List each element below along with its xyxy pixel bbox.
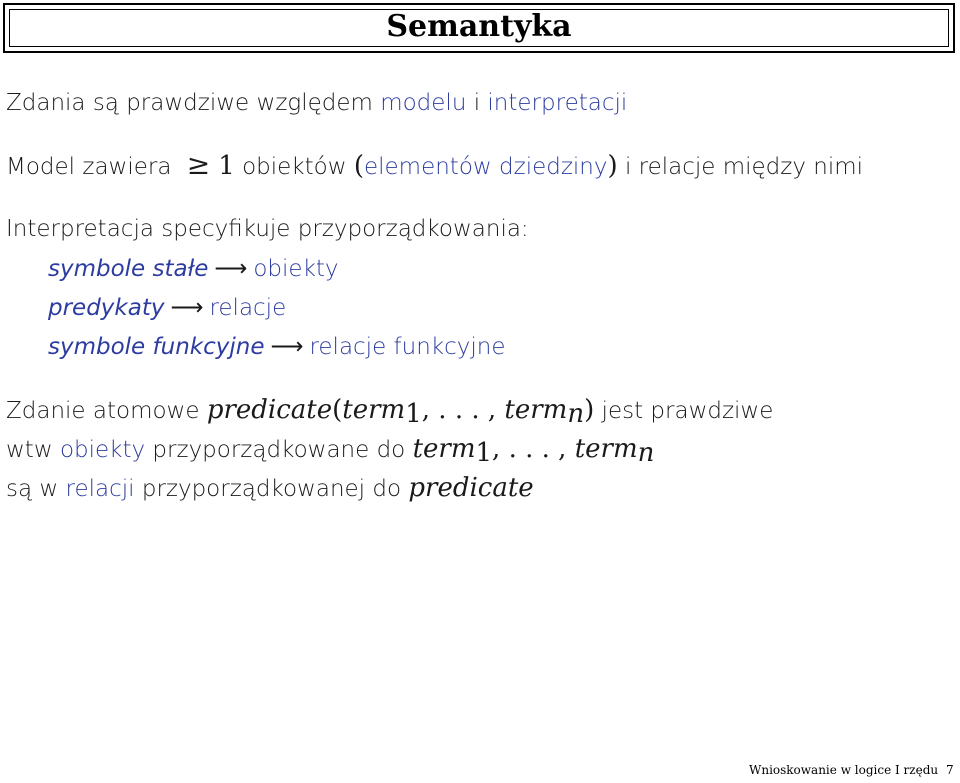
atomic-text-b: jest prawdziwe bbox=[594, 398, 774, 424]
atomic-text-a: Zdanie atomowe bbox=[6, 398, 207, 424]
math-term: term bbox=[412, 434, 476, 464]
atomic-text-c: przyporządkowane do bbox=[145, 437, 413, 463]
mapping-from: symbole stałe bbox=[48, 256, 209, 282]
math-predicate: predicate bbox=[408, 473, 534, 503]
footer-title: Wnioskowanie w logice I rzędu bbox=[749, 763, 939, 777]
atomic-term-relation: relacji bbox=[65, 476, 135, 502]
ge-symbol: ≥ bbox=[186, 148, 211, 181]
mapping-to: relacje funkcyjne bbox=[309, 334, 506, 360]
statement-line-2 bbox=[6, 150, 863, 182]
arrow-icon: ⟶ bbox=[170, 295, 204, 321]
math-sub: n bbox=[637, 438, 655, 468]
line2-paren-close: ) bbox=[607, 151, 618, 181]
mapping-item bbox=[48, 254, 339, 284]
mapping-item bbox=[48, 293, 286, 323]
page-title: Semantyka bbox=[386, 9, 572, 44]
statement-line-3 bbox=[6, 214, 529, 244]
title-frame bbox=[3, 3, 955, 53]
math-paren-open: ( bbox=[332, 395, 343, 425]
atomic-text-e: przyporządkowanej do bbox=[134, 476, 409, 502]
mapping-item bbox=[48, 332, 505, 362]
atomic-term-objects: obiekty bbox=[59, 437, 146, 463]
line3-text: Interpretacja specyfikuje przyporządkowania: bbox=[6, 216, 529, 242]
mapping-from: predykaty bbox=[48, 295, 165, 321]
line2-text-d: i relacje między nimi bbox=[617, 154, 864, 180]
atomic-wtw: wtw bbox=[6, 437, 60, 463]
math-predicate: predicate bbox=[206, 395, 333, 425]
line1-term-model: modelu bbox=[380, 90, 467, 116]
math-term: term bbox=[574, 434, 638, 464]
math-dots: , . . . , bbox=[492, 434, 575, 464]
statement-line-1 bbox=[6, 88, 627, 118]
line2-term-elements: elementów dziedziny bbox=[363, 154, 608, 180]
math-sub: 1 bbox=[475, 438, 493, 468]
line2-text-a: Model zawiera bbox=[6, 154, 179, 180]
arrow-icon: ⟶ bbox=[214, 256, 248, 282]
line2-number: 1 bbox=[218, 151, 235, 181]
math-dots: , . . . , bbox=[421, 395, 505, 425]
line1-text-c: i bbox=[466, 90, 488, 116]
footer-page-number: 7 bbox=[946, 763, 954, 777]
arrow-icon: ⟶ bbox=[270, 334, 304, 360]
atomic-text-d: są w bbox=[6, 476, 66, 502]
atomic-line-2 bbox=[6, 434, 655, 468]
math-term: term bbox=[342, 395, 406, 425]
math-term: term bbox=[504, 395, 568, 425]
line2-paren-open: ( bbox=[353, 151, 364, 181]
math-sub: n bbox=[567, 399, 585, 429]
mapping-to: relacje bbox=[209, 295, 287, 321]
line2-text-b: obiektów bbox=[234, 154, 354, 180]
line1-text-a: Zdania są prawdziwe względem bbox=[6, 90, 381, 116]
mapping-from: symbole funkcyjne bbox=[48, 334, 265, 360]
mapping-to: obiekty bbox=[253, 256, 339, 282]
atomic-line-1 bbox=[6, 395, 774, 429]
math-sub: 1 bbox=[405, 399, 422, 429]
line1-term-interpretation: interpretacji bbox=[487, 90, 628, 116]
atomic-line-3 bbox=[6, 473, 534, 504]
math-paren-close: ) bbox=[584, 395, 595, 425]
